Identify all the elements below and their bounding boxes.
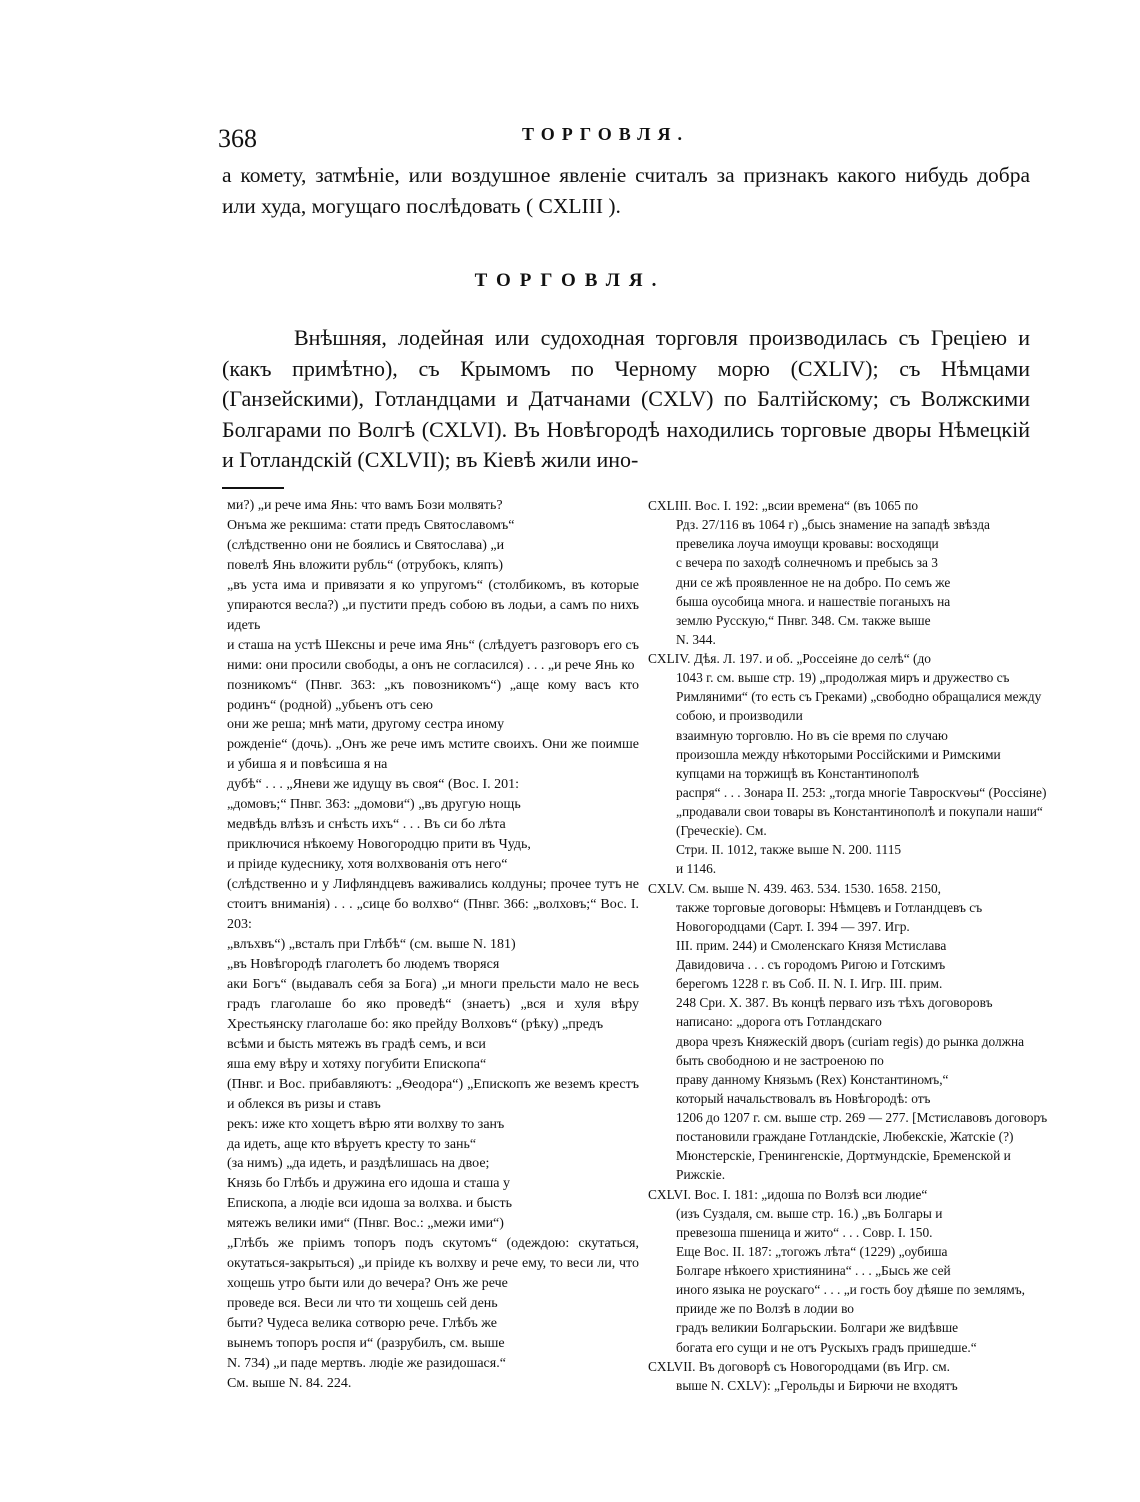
footnote-text-line: (слѣдственно и у Лифляндцевъ важивались колдуны; прочее тутъ не стоитъ вниманія) . . . „сице бо волхво“ (Пнвг. 366: „волховъ;“ Вос. I. 203: xyxy=(227,877,639,933)
footnote-text-line: 1043 г. см. выше стр. 19) „продолжая миръ и дружество съ Римляними“ (то есть съ Греками) „свободно обращалися между собою, и производили xyxy=(676,670,1042,724)
footnote-text-line: произошла между нѣкоторыми Россійскими и Римскими купцами на торжищѣ въ Константинополѣ xyxy=(676,746,1001,781)
footnote-text-line: с вечера по заходѣ солнечномъ и пребысь за 3 xyxy=(676,555,938,571)
footnote-text-line: Епископа, а людіе вси идоша за волхва. и бысть xyxy=(227,1196,513,1212)
footnote-first-line: CXLV. См. выше N. 439. 463. 534. 1530. 1658. 2150, xyxy=(648,880,942,896)
footnote-text-line: дни се жѣ проявленное не на добро. По семъ же xyxy=(676,574,951,590)
footnote-text-line: позникомъ“ (Пнвг. 363: „къ повозникомъ“) „аще кому васъ кто родинъ“ (родной) „убьенъ отъ сею xyxy=(227,677,639,713)
footnote-text-line: 248 Сри. X. 387. Въ концѣ перваго изъ тѣхъ договоровъ написано: „дорога отъ Готландскаго xyxy=(676,995,993,1030)
footnote-text-line: (Пнвг. и Вос. прибавляютъ: „Ѳеодора“) „Епископъ же веземъ крестъ и облекся въ ризы и ставъ xyxy=(227,1076,639,1112)
footnote-text-line: и пріиде кудеснику, хотя волхвованія отъ него“ xyxy=(227,857,508,873)
footnote-continuation xyxy=(648,668,1048,878)
footnote-text-line: приключися нѣкоему Новогородцю прити въ Чудь, xyxy=(227,837,531,853)
footnote-text-line: N. 734) „и паде мертвъ. людіе же разидошася.“ xyxy=(227,1355,506,1371)
footnote-separator xyxy=(222,487,284,489)
footnote-text-line: III. прим. 244) и Смоленскаго Князя Мстислава xyxy=(676,937,947,953)
footnote-text-line: „домовъ;“ Пнвг. 363: „домови“) „въ другую нощь xyxy=(227,797,521,813)
footnote-text-line: двора чрезъ Княжескій дворъ (curiam regis) до рынка должна быть свободною и не застроеною по xyxy=(676,1033,1025,1068)
page-number: 368 xyxy=(218,124,257,153)
footnote-text-line: да идеть, аще кто вѣруетъ кресту то зань“ xyxy=(227,1136,477,1152)
footnote-text-line: взаимную торговлю. Но въ сіе время по случаю xyxy=(676,727,948,743)
footnote-continuation xyxy=(648,515,1048,649)
footnote-text-line: берегомъ 1228 г. въ Соб. II. N. I. Игр. III. прим. xyxy=(676,976,943,992)
footnote-text-line: 1206 до 1207 г. см. выше стр. 269 — 277. [Мстиславовъ договоръ постановили граждане Готландскіе, Любекскіе, Жатскіе (?) Мюнстерскіе, Гренингенскіе, Дортмундскіе, Бременской и Рижскіе. xyxy=(676,1110,1048,1183)
footnote-text-line: иного языка не роускаго“ . . . „и гость боу дѣяше по землямъ, прииде же по Волзѣ в лодии во xyxy=(676,1282,1026,1317)
footnote-text-line: мятежъ велики ими“ (Пнвг. Вос.: „межи ими“) xyxy=(227,1216,504,1232)
footnote-text-line: N. 344. xyxy=(676,631,716,647)
footnote-text-line: Болгаре нѣкоего християнина“ . . . „Бысь же сей xyxy=(676,1263,951,1278)
footnote-entry xyxy=(648,1357,1048,1395)
footnote-text-line: повелѣ Янь вложити рубль“ (отрубокъ, кляпъ) xyxy=(227,557,504,573)
footnote-text-line: праву данному Князьмъ (Rex) Константиномъ,“ xyxy=(676,1071,949,1087)
footnote-text-line: вынемъ топоръ роспя и“ (разрубилъ, см. выше xyxy=(227,1336,505,1352)
section-title: ТОРГОВЛЯ. xyxy=(474,270,666,291)
footnote-entry xyxy=(648,496,1048,649)
footnote-text-line: „въ уста има и привязати я ко упругомъ“ (столбикомъ, въ которые упираются весла?) „и пустити предъ собою въ лодьи, а самъ по нихъ идеть xyxy=(227,577,639,633)
footnote-entry xyxy=(648,649,1048,879)
footnote-text-line: выше N. CXLV): „Герольды и Бирючи не входятъ xyxy=(676,1377,958,1393)
footnote-text-line: (за нимъ) „да идеть, и раздѣлишась на двое; xyxy=(227,1156,490,1172)
footnote-text-line: быти? Чудеса велика сотворю рече. Глѣбъ же xyxy=(227,1316,497,1332)
footnote-text-line: яша ему вѣру и хотяху погубити Епископа“ xyxy=(227,1056,487,1072)
footnote-text-line: Еще Вос. II. 187: „тогожъ лѣта“ (1229) „оубиша xyxy=(676,1243,948,1259)
footnote-text-line: аки Богъ“ (выдавалъ себя за Бога) „и многи прельсти мало не весь градъ глаголаше бо яко проведѣ“ (знаетъ) „вся и хуля вѣру Хрестьянску глаголаше бо: яко прейду Волховъ“ (рѣку) „предъ xyxy=(227,976,639,1032)
footnote-text-line: Стри. II. 1012, также выше N. 200. 1115 xyxy=(676,842,902,858)
footnote-text-line: быша оусобица многа. и нашествіе поганыхъ на xyxy=(676,593,951,609)
footnote-text-line: землю Русскую,“ Пнвг. 348. См. также выше xyxy=(676,612,931,628)
footnote-text-line: проведе вся. Веси ли что ти хощешь сей день xyxy=(227,1296,498,1312)
footnote-text-line: они же реша; мнѣ мати, другому сестра иному xyxy=(227,717,505,733)
footnote-right-column xyxy=(648,496,1048,1395)
footnote-text-line: Онъма же рекшима: стати предъ Святославомъ“ xyxy=(227,517,515,533)
footnote-text-line: богата его сущи и не отъ Рускыхъ градъ пришедше.“ xyxy=(676,1339,977,1355)
footnote-continuation xyxy=(648,1204,1048,1357)
footnote-continuation xyxy=(648,1376,1048,1395)
footnote-text-line: медвѣдь влѣзъ и снѣсть ихъ“ . . . Въ си бо лѣта xyxy=(227,817,506,833)
footnote-text-line: См. выше N. 84. 224. xyxy=(227,1375,352,1391)
footnote-first-line: CXLVII. Въ договорѣ съ Новогородцами (въ Игр. см. xyxy=(648,1358,950,1374)
carryover-paragraph: а комету, затмѣніе, или воздушное явленіе считалъ за признакъ какого нибудь добра или худа, могущаго послѣдовать ( CXLIII ). xyxy=(222,163,1030,218)
footnote-text-line: всѣми и бысть мятежъ въ градѣ семъ, и вси xyxy=(227,1036,486,1052)
footnote-first-line: CXLVI. Вос. I. 181: „идоша по Волзѣ вси людие“ xyxy=(648,1186,928,1202)
footnote-text-line: Рдз. 27/116 въ 1064 г) „бысь знамение на западѣ звѣзда превелика лоуча имоущи кровавы: восходящи xyxy=(676,517,990,552)
footnote-left-column xyxy=(227,496,639,1394)
footnote-text-line: и 1146. xyxy=(676,861,717,877)
footnote-text-line: распря“ . . . Зонара II. 253: „тогда многіе Тавроскѵѳы“ (Россіяне) „продавали свои товары въ Константинополѣ и покупали наши“ (Греческіе). См. xyxy=(676,784,1047,839)
footnote-text-line: ми?) „и рече има Янь: что вамъ Бози молвять? xyxy=(227,498,503,513)
footnote-entry xyxy=(648,879,1048,1185)
footnote-text-line: который начальствовалъ въ Новѣгородѣ: отъ xyxy=(676,1090,931,1106)
footnote-text-line: дубѣ“ . . . „Яневи же идущу въ своя“ (Вос. I. 201: xyxy=(227,777,520,793)
footnote-text-line: „въ Новѣгородѣ глаголетъ бо людемъ творяся xyxy=(227,956,500,972)
footnote-first-line: CXLIV. Дѣя. Л. 197. и об. „Россеiяне до селѣ“ (до xyxy=(648,651,931,666)
main-text xyxy=(222,323,1030,476)
running-head: ТОРГОВЛЯ. xyxy=(522,124,690,144)
footnote-text-line: Князь бо Глѣбъ и дружина его идоша и сташа у xyxy=(227,1176,510,1192)
footnote-text-line: превезоша пшеница и жито“ . . . Совр. I. 150. xyxy=(676,1224,933,1240)
footnote-text-line: (слѣдственно они не боялись и Святослава) „и xyxy=(227,537,505,553)
footnote-text-line: градъ великии Болгарьскии. Болгари же видѣвше xyxy=(676,1320,959,1336)
footnote-continuation xyxy=(648,898,1048,1185)
footnote-text-line: „влъхвъ“) „всталъ при Глѣбѣ“ (см. выше N. 181) xyxy=(227,936,516,952)
main-paragraph: Внѣшняя, лодейная или судоходная торговля производилась съ Греціею и (какъ примѣтно), съ Крымомъ по Черному морю (CXLIV); съ Нѣмцами (Ганзейскими), Готландцами и Датчанами (CXLV) по Балтійскому; съ Волжскими Болгарами по Волгѣ (CXLVI). Въ Новѣгородѣ находились торговые дворы Нѣмецкій и Готландскій (CXLVII); въ Кіевѣ жили ино- xyxy=(222,325,1030,472)
footnote-text-line: также торговые договоры: Нѣмцевъ и Готландцевъ съ Новогородцами (Сарт. I. 394 — 397. Игр. xyxy=(676,899,983,934)
footnote-entry xyxy=(648,1185,1048,1357)
footnote-text-line: Давидовича . . . съ городомъ Ригою и Готскимъ xyxy=(676,957,946,972)
footnote-text-line: (изъ Суздаля, см. выше стр. 16.) „въ Болгары и xyxy=(676,1205,943,1221)
footnote-first-line: CXLIII. Вос. I. 192: „всии времена“ (въ 1065 по xyxy=(648,498,919,513)
footnote-text-line: „Глѣбъ же прiимъ топоръ подъ скутомъ“ (одеждою: скутаться, окутаться-закрыться) „и пріиде къ волхву и рече ему, то веси ли, что хощешь утро быти или до вечера? Онъ же рече xyxy=(227,1236,639,1292)
footnote-text-line: рекъ: иже кто хощетъ вѣрю яти волхву то занъ xyxy=(227,1116,505,1132)
footnote-text-line: и сташа на устѣ Шексны и рече има Янь“ (слѣдуетъ разговоръ его съ ними: они просили свободы, а онъ не согласился) . . . „и рече Янь ко xyxy=(227,637,639,673)
footnote-text-line: рожденіе“ (дочь). „Онъ же рече имъ мстите своихъ. Они же поимше и убиша я и повѣсиша я на xyxy=(227,737,639,773)
